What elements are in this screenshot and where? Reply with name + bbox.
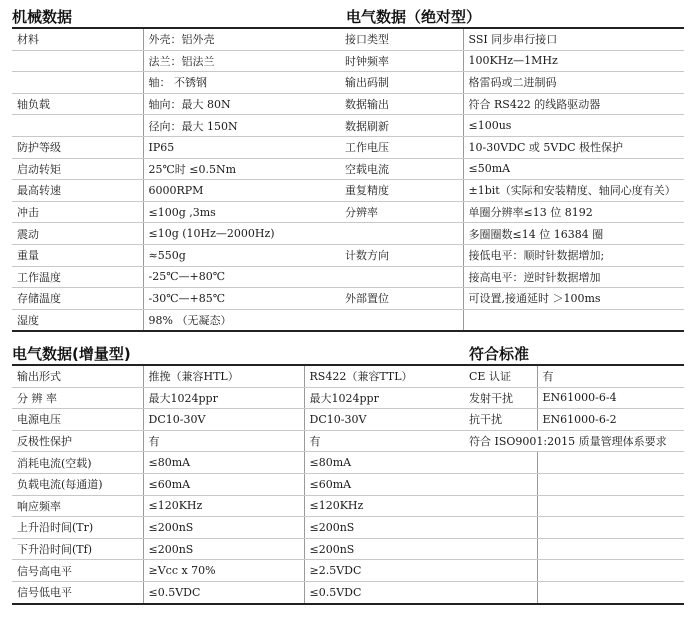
row-label — [464, 560, 537, 582]
inc-row — [12, 365, 464, 387]
mech-row — [12, 93, 340, 115]
abs-table-body — [340, 28, 684, 331]
std-section-title: 符合标准 — [469, 345, 530, 363]
row-label — [340, 223, 463, 245]
row-label: 接口类型 — [340, 28, 463, 50]
row-value-pushpull: 推挽（兼容HTL） — [143, 365, 304, 387]
std-row — [464, 409, 684, 431]
row-label: 符合 ISO9001:2015 质量管理体系要求 — [464, 430, 684, 452]
row-label — [464, 517, 537, 539]
row-value-rs422: ≤0.5VDC — [304, 581, 464, 603]
inc-table — [12, 364, 464, 605]
row-value: ≤100us — [463, 115, 684, 137]
row-value: 多圈圈数≤14 位 16384 圈 — [463, 223, 684, 245]
row-label — [340, 309, 463, 331]
row-label: 上升沿时间(Tr) — [12, 517, 143, 539]
mech-row — [12, 28, 340, 50]
row-value — [537, 560, 684, 582]
row-value-rs422: 最大1024ppr — [304, 387, 464, 409]
row-label — [464, 538, 537, 560]
row-label: 消耗电流(空载) — [12, 452, 143, 474]
row-label: 数据输出 — [340, 93, 463, 115]
mech-table-body — [12, 28, 340, 331]
std-row — [464, 430, 684, 452]
row-value-pushpull: ≤200nS — [143, 538, 304, 560]
std-row — [464, 560, 684, 582]
mech-row — [12, 223, 340, 245]
row-label: 负载电流(每通道) — [12, 473, 143, 495]
row-value — [537, 538, 684, 560]
inc-row — [12, 495, 464, 517]
row-label: 最高转速 — [12, 180, 143, 202]
row-value: ±1bit（实际和安装精度、轴同心度有关） — [463, 180, 684, 202]
row-label: 时钟频率 — [340, 50, 463, 72]
row-value — [463, 309, 684, 331]
std-row — [464, 387, 684, 409]
row-value: 有 — [537, 365, 684, 387]
mech-row — [12, 72, 340, 94]
abs-row — [340, 136, 684, 158]
std-row — [464, 495, 684, 517]
inc-row — [12, 538, 464, 560]
row-value: -30℃—+85℃ — [143, 288, 340, 310]
row-label: 重量 — [12, 244, 143, 266]
row-label — [464, 452, 537, 474]
row-label: 工作电压 — [340, 136, 463, 158]
row-label: 湿度 — [12, 309, 143, 331]
row-label: 空载电流 — [340, 158, 463, 180]
row-label: CE 认证 — [464, 365, 537, 387]
row-value-rs422: DC10-30V — [304, 409, 464, 431]
row-value: 单圈分辨率≤13 位 8192 — [463, 201, 684, 223]
abs-row — [340, 288, 684, 310]
mech-section-title: 机械数据 — [12, 8, 73, 26]
inc-row — [12, 452, 464, 474]
row-value: IP65 — [143, 136, 340, 158]
row-value: 轴： 不锈钢 — [143, 72, 340, 94]
row-label: 存储温度 — [12, 288, 143, 310]
mech-row — [12, 201, 340, 223]
row-label: 冲击 — [12, 201, 143, 223]
mech-row — [12, 136, 340, 158]
abs-table — [340, 27, 684, 332]
row-value-rs422: ≤60mA — [304, 473, 464, 495]
row-value: 符合 RS422 的线路驱动器 — [463, 93, 684, 115]
abs-row — [340, 180, 684, 202]
row-label: 工作温度 — [12, 266, 143, 288]
row-value: 径向：最大 150N — [143, 115, 340, 137]
row-label: 轴负载 — [12, 93, 143, 115]
row-label: 信号低电平 — [12, 581, 143, 603]
row-label: 分 辨 率 — [12, 387, 143, 409]
row-value: 25℃时 ≤0.5Nm — [143, 158, 340, 180]
inc-row — [12, 387, 464, 409]
row-value: ≈550g — [143, 244, 340, 266]
row-label — [12, 50, 143, 72]
abs-row — [340, 266, 684, 288]
std-row — [464, 517, 684, 539]
std-table — [464, 364, 684, 605]
row-value: ≤100g ,3ms — [143, 201, 340, 223]
row-label: 分辨率 — [340, 201, 463, 223]
abs-row — [340, 158, 684, 180]
row-label — [340, 266, 463, 288]
row-value-pushpull: ≤120KHz — [143, 495, 304, 517]
row-value-pushpull: ≤80mA — [143, 452, 304, 474]
row-value: 6000RPM — [143, 180, 340, 202]
row-value — [537, 517, 684, 539]
abs-row — [340, 201, 684, 223]
row-value: ≤50mA — [463, 158, 684, 180]
row-value — [537, 495, 684, 517]
row-value: 100KHz—1MHz — [463, 50, 684, 72]
abs-row — [340, 93, 684, 115]
inc-row — [12, 517, 464, 539]
row-label: 计数方向 — [340, 244, 463, 266]
row-label: 外部置位 — [340, 288, 463, 310]
row-value — [537, 452, 684, 474]
row-label: 防护等级 — [12, 136, 143, 158]
row-label: 材料 — [12, 28, 143, 50]
abs-row — [340, 50, 684, 72]
row-label: 抗干扰 — [464, 409, 537, 431]
abs-row — [340, 309, 684, 331]
row-value-pushpull: DC10-30V — [143, 409, 304, 431]
row-value: EN61000-6-2 — [537, 409, 684, 431]
row-value: -25℃—+80℃ — [143, 266, 340, 288]
row-value: SSI 同步串行接口 — [463, 28, 684, 50]
abs-row — [340, 72, 684, 94]
row-value-rs422: ≤120KHz — [304, 495, 464, 517]
abs-row — [340, 244, 684, 266]
inc-row — [12, 409, 464, 431]
std-row — [464, 452, 684, 474]
mech-table — [12, 27, 340, 332]
row-label: 震动 — [12, 223, 143, 245]
mech-row — [12, 309, 340, 331]
mech-row — [12, 244, 340, 266]
row-label — [12, 115, 143, 137]
row-value: 10-30VDC 或 5VDC 极性保护 — [463, 136, 684, 158]
row-value: 98% （无凝态） — [143, 309, 340, 331]
row-label: 电源电压 — [12, 409, 143, 431]
row-value-pushpull: ≤60mA — [143, 473, 304, 495]
row-label: 响应频率 — [12, 495, 143, 517]
row-value-rs422: ≤80mA — [304, 452, 464, 474]
row-value-pushpull: ≤200nS — [143, 517, 304, 539]
row-label: 数据刷新 — [340, 115, 463, 137]
row-label: 输出码制 — [340, 72, 463, 94]
row-label — [464, 495, 537, 517]
mech-row — [12, 50, 340, 72]
row-value-pushpull: 有 — [143, 430, 304, 452]
row-value: 可设置,接通延时 ＞100ms — [463, 288, 684, 310]
abs-row — [340, 115, 684, 137]
std-row — [464, 365, 684, 387]
row-value: 法兰：铝法兰 — [143, 50, 340, 72]
abs-row — [340, 28, 684, 50]
inc-row — [12, 473, 464, 495]
mech-row — [12, 288, 340, 310]
row-value-pushpull: 最大1024ppr — [143, 387, 304, 409]
row-value-rs422: ≥2.5VDC — [304, 560, 464, 582]
inc-row — [12, 430, 464, 452]
row-label — [464, 473, 537, 495]
std-table-body — [464, 365, 684, 604]
row-value: 接高电平：逆时针数据增加 — [463, 266, 684, 288]
inc-section-title: 电气数据(增量型) — [12, 345, 131, 363]
mech-row — [12, 180, 340, 202]
std-row — [464, 473, 684, 495]
row-value: 轴向：最大 80N — [143, 93, 340, 115]
row-value-rs422: RS422（兼容TTL） — [304, 365, 464, 387]
abs-section-title: 电气数据（绝对型） — [346, 8, 482, 26]
row-label: 启动转矩 — [12, 158, 143, 180]
mech-row — [12, 115, 340, 137]
row-value-rs422: 有 — [304, 430, 464, 452]
row-value: ≤10g (10Hz—2000Hz) — [143, 223, 340, 245]
row-value-rs422: ≤200nS — [304, 538, 464, 560]
row-label — [464, 581, 537, 603]
row-value: 接低电平：顺时针数据增加; — [463, 244, 684, 266]
row-value: 外壳：铝外壳 — [143, 28, 340, 50]
std-row — [464, 581, 684, 603]
row-label: 下升沿时间(Tf) — [12, 538, 143, 560]
mech-row — [12, 158, 340, 180]
row-label — [12, 72, 143, 94]
row-value-rs422: ≤200nS — [304, 517, 464, 539]
row-label: 信号高电平 — [12, 560, 143, 582]
inc-row — [12, 560, 464, 582]
inc-table-body — [12, 365, 464, 604]
row-label: 反极性保护 — [12, 430, 143, 452]
row-label: 重复精度 — [340, 180, 463, 202]
std-row — [464, 538, 684, 560]
row-value-pushpull: ≤0.5VDC — [143, 581, 304, 603]
row-value: 格雷码或二进制码 — [463, 72, 684, 94]
mech-row — [12, 266, 340, 288]
row-value-pushpull: ≥Vcc x 70% — [143, 560, 304, 582]
row-label: 输出形式 — [12, 365, 143, 387]
inc-row — [12, 581, 464, 603]
abs-row — [340, 223, 684, 245]
row-value: EN61000-6-4 — [537, 387, 684, 409]
row-label: 发射干扰 — [464, 387, 537, 409]
row-value — [537, 581, 684, 603]
row-value — [537, 473, 684, 495]
